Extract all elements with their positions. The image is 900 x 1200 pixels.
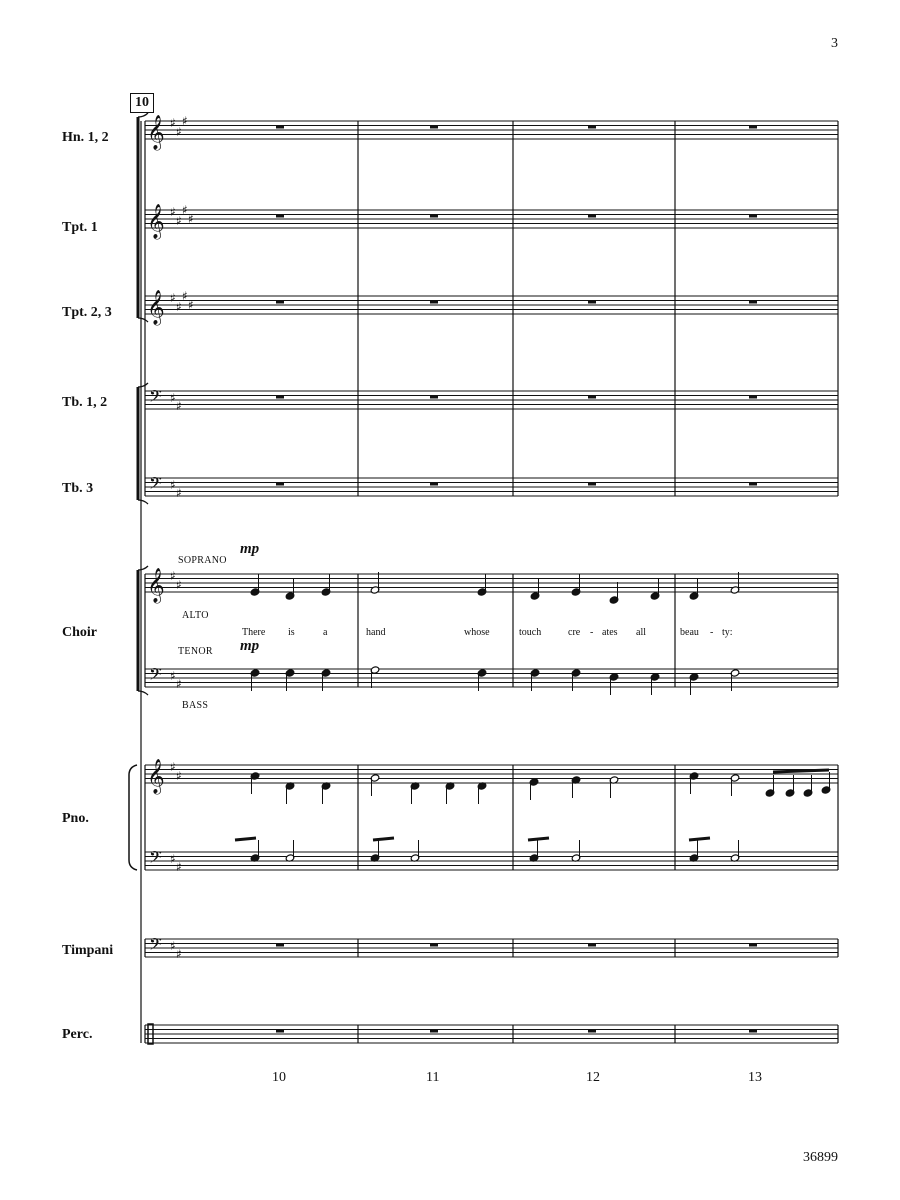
whole-rest (430, 483, 438, 486)
whole-rest (430, 301, 438, 304)
sharp-sign: ♯ (170, 291, 176, 305)
catalog-number: 36899 (803, 1150, 838, 1165)
label-horns: Hn. 1, 2 (62, 130, 109, 145)
treble-clef: 𝄞 (147, 568, 165, 603)
label-trumpet-2-3: Tpt. 2, 3 (62, 305, 112, 320)
sharp-sign: ♯ (170, 760, 176, 774)
lyric-syllable: There (242, 627, 266, 638)
notes (235, 572, 831, 862)
sharp-sign: ♯ (170, 116, 176, 130)
lyric-syllable: hand (366, 627, 386, 638)
label-trombone-3: Tb. 3 (62, 481, 94, 496)
sharp-sign: ♯ (170, 205, 176, 219)
treble-clef: 𝄞 (147, 204, 165, 239)
beam (235, 838, 256, 840)
measure-number: 13 (748, 1070, 762, 1085)
dynamic-mp-upper: mp (240, 541, 260, 557)
whole-rest (588, 396, 596, 399)
lyric-syllable: a (323, 627, 328, 638)
whole-rest (749, 483, 757, 486)
sharp-sign: ♯ (176, 578, 182, 592)
label-trumpet-1: Tpt. 1 (62, 220, 98, 235)
measure-number: 10 (272, 1070, 286, 1085)
sharp-sign: ♯ (176, 677, 182, 691)
whole-rest (276, 944, 284, 947)
whole-rest (588, 483, 596, 486)
beam (689, 838, 710, 840)
whole-rest (588, 215, 596, 218)
sharp-sign: ♯ (176, 125, 182, 139)
whole-rest (749, 944, 757, 947)
voice-label-tenor: TENOR (178, 646, 213, 657)
whole-rest (276, 301, 284, 304)
sharp-sign: ♯ (188, 212, 194, 226)
lyric-syllable: ty: (722, 627, 733, 638)
sharp-sign: ♯ (176, 769, 182, 783)
sharp-sign: ♯ (176, 214, 182, 228)
sharp-sign: ♯ (170, 939, 176, 953)
voice-label-bass: BASS (182, 700, 209, 711)
sharp-sign: ♯ (176, 399, 182, 413)
bass-clef: 𝄢 (149, 934, 162, 958)
beam (773, 770, 829, 772)
whole-rest (276, 215, 284, 218)
voice-label-soprano: SOPRANO (178, 555, 227, 566)
whole-rest (430, 396, 438, 399)
sharp-sign: ♯ (170, 569, 176, 583)
sharp-sign: ♯ (176, 486, 182, 500)
whole-rest (276, 396, 284, 399)
piano-brace (129, 765, 137, 870)
rehearsal-mark: 10 (130, 93, 154, 113)
measure-number: 11 (426, 1070, 440, 1085)
lyric-hyphen: - (710, 627, 714, 638)
lyric-syllable: all (636, 627, 646, 638)
whole-rest (749, 396, 757, 399)
dynamic-mp-lower: mp (240, 638, 260, 654)
whole-rest (276, 483, 284, 486)
sharp-sign: ♯ (182, 289, 188, 303)
label-choir: Choir (62, 625, 97, 640)
whole-rest (276, 1030, 284, 1033)
bass-clef: 𝄢 (149, 386, 162, 410)
sharp-sign: ♯ (188, 298, 194, 312)
label-timpani: Timpani (62, 943, 114, 958)
whole-rest (430, 944, 438, 947)
whole-rest (430, 215, 438, 218)
sharp-sign: ♯ (182, 203, 188, 217)
lyric-syllable: beau (680, 627, 699, 638)
treble-clef: 𝄞 (147, 290, 165, 325)
bass-clef: 𝄢 (149, 664, 162, 688)
bass-clef: 𝄢 (149, 473, 162, 497)
sharp-sign: ♯ (176, 947, 182, 961)
page-number: 3 (831, 36, 838, 51)
whole-rest (749, 301, 757, 304)
whole-rest (588, 126, 596, 129)
sharp-sign: ♯ (182, 114, 188, 128)
treble-clef: 𝄞 (147, 115, 165, 150)
sharp-sign: ♯ (170, 852, 176, 866)
lyric-syllable: is (288, 627, 295, 638)
whole-rest (588, 1030, 596, 1033)
whole-rest (588, 944, 596, 947)
whole-rest (430, 126, 438, 129)
lyric-syllable: whose (464, 627, 490, 638)
lyric-syllable: touch (519, 627, 542, 638)
bass-clef: 𝄢 (149, 847, 162, 871)
whole-rest (588, 301, 596, 304)
measure-number: 12 (586, 1070, 600, 1085)
barlines (141, 121, 838, 1043)
sharp-sign: ♯ (170, 391, 176, 405)
voice-label-alto: ALTO (182, 610, 209, 621)
whole-rest (749, 1030, 757, 1033)
sharp-sign: ♯ (170, 669, 176, 683)
lyric-syllable: ates (602, 627, 618, 638)
whole-rest (276, 126, 284, 129)
beam (528, 838, 549, 840)
whole-rest (749, 126, 757, 129)
label-piano: Pno. (62, 811, 89, 826)
staves (145, 121, 838, 1043)
beam (373, 838, 394, 840)
sharp-sign: ♯ (176, 860, 182, 874)
label-trombone-1-2: Tb. 1, 2 (62, 395, 108, 410)
lyric-hyphen: - (590, 627, 594, 638)
sharp-sign: ♯ (170, 478, 176, 492)
whole-rest (430, 1030, 438, 1033)
lyric-syllable: cre (568, 627, 581, 638)
treble-clef: 𝄞 (147, 759, 165, 794)
label-percussion: Perc. (62, 1027, 93, 1042)
whole-rest (749, 215, 757, 218)
sharp-sign: ♯ (176, 300, 182, 314)
